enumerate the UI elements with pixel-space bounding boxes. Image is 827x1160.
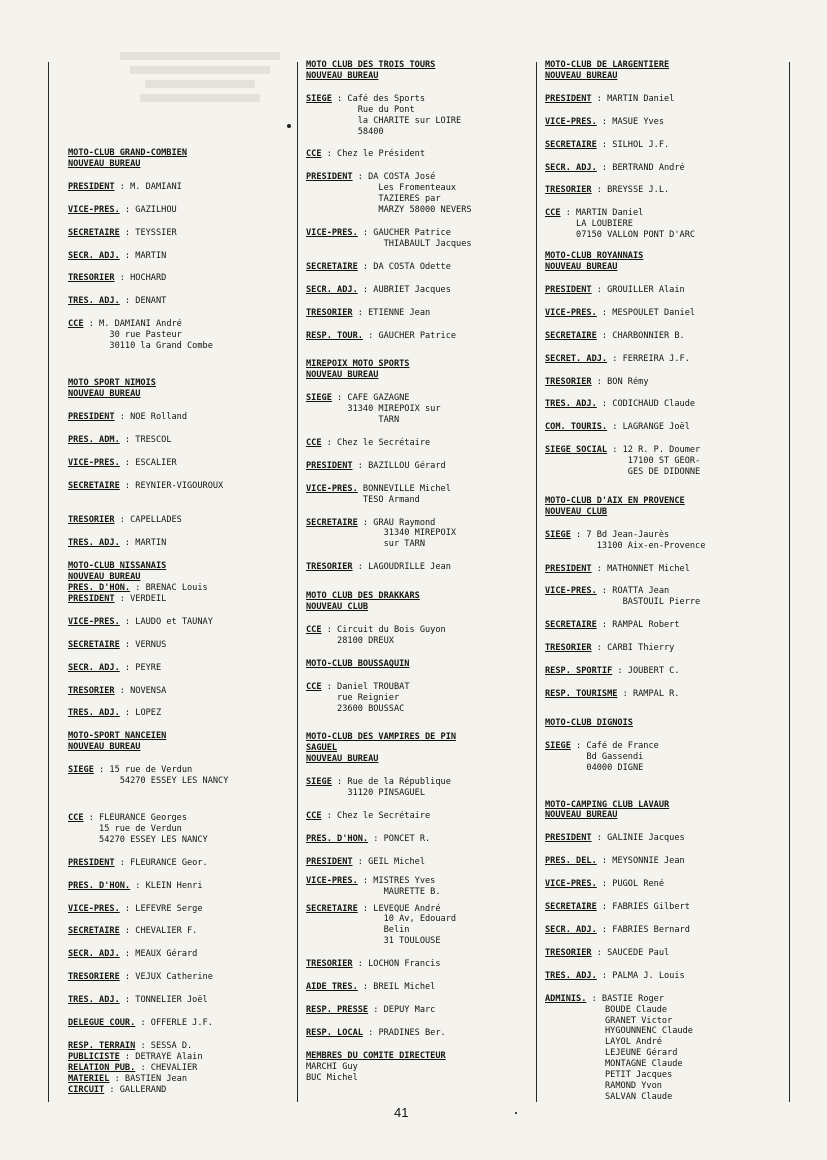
entry-tourisme: RESP. TOURISME : RAMPAL R.: [545, 689, 680, 699]
address-line: 13100 Aix-en-Provence: [545, 540, 706, 551]
club-subtitle: NOUVEAU BUREAU: [68, 388, 141, 399]
club-title: MIREPOIX MOTO SPORTS: [306, 359, 410, 370]
entry-preshon: PRES. D'HON. : KLEIN Henri: [68, 880, 203, 891]
entry-tres: TRESORIER : SAUCEDE Paul: [545, 947, 670, 958]
entry-sec: SECRETAIRE : SILHOL J.F.: [545, 139, 670, 150]
entry-sportif: RESP. SPORTIF : JOUBERT C.: [545, 666, 680, 677]
entry-vice: VICE-PRES. : ROATTA Jean: [545, 586, 670, 597]
club-title: MOTO-CLUB ROYANNAIS: [545, 251, 644, 262]
entry-tres: TRESORIER : LOCHON Francis: [306, 959, 441, 970]
address-line: Belin: [306, 925, 410, 936]
administrator-name: SALVAN Claude: [605, 1091, 673, 1102]
club-subtitle: NOUVEAU BUREAU: [545, 70, 618, 81]
entry-tres: TRESORIERE : VEJUX Catherine: [68, 972, 213, 983]
middle-column-rule: [297, 62, 298, 1102]
page-number: 41: [394, 1105, 409, 1120]
address-line: 54270 ESSEY LES NANCY: [68, 834, 208, 845]
club-subtitle: NOUVEAU BUREAU: [68, 572, 141, 583]
entry-relation: RELATION PUB. : CHEVALIER: [68, 1062, 198, 1073]
entry-siege: SIEGE : CAFE GAZAGNE: [306, 393, 410, 404]
left-column-rule: [48, 62, 49, 1102]
club-title: MOTO SPORT NIMOIS: [68, 377, 156, 388]
entry-presadm: PRES. ADM. : TRESCOL: [68, 434, 172, 445]
entry-president: PRESIDENT : MATHONNET Michel: [545, 563, 690, 574]
committee-member: MARCHI Guy: [306, 1061, 358, 1072]
column-middle: [306, 60, 528, 1083]
entry-cce: CCE : Chez le Secrétaire: [306, 437, 431, 448]
entry-president: PRESIDENT : GALINIE Jacques: [545, 833, 685, 844]
club-subtitle: NOUVEAU BUREAU: [306, 70, 379, 81]
entry-sec: SECRETAIRE : DA COSTA Odette: [306, 261, 451, 272]
entry-cce: CCE : Chez le Président: [306, 149, 426, 160]
address-line: 23600 BOUSSAC: [306, 703, 405, 714]
entry-tresadj: TRES. ADJ. : MARTIN: [68, 538, 167, 549]
address-line: 31120 PINSAGUEL: [306, 788, 425, 799]
entry-president: PRESIDENT : MARTIN Daniel: [545, 93, 675, 104]
address-line: 31340 MIREPOIX sur: [306, 404, 441, 415]
address-line: Rue du Pont: [306, 104, 415, 115]
entry-presse: RESP. PRESSE : DEPUY Marc: [306, 1004, 436, 1015]
entry-delegue: DELEGUE COUR. : OFFERLE J.F.: [68, 1018, 213, 1029]
club-subtitle: NOUVEAU BUREAU: [68, 158, 141, 169]
entry-aide: AIDE TRES. : BREIL Michel: [306, 982, 436, 993]
administrator-name: GRANET Victor: [605, 1015, 673, 1026]
entry-siege: SIEGE SOCIAL : 12 R. P. Doumer: [545, 445, 701, 456]
address-line: Bd Gassendi: [545, 751, 644, 762]
entry-president: PRESIDENT : BAZILLOU Gérard: [306, 460, 446, 471]
entry-sec: SECRETAIRE : FABRIES Gilbert: [545, 902, 690, 913]
administrator-name: HYGOUNNENC Claude: [605, 1026, 693, 1037]
entry-tres: TRESORIER : BREYSSE J.L.: [545, 185, 670, 196]
committee-heading: MEMBRES DU COMITE DIRECTEUR: [306, 1050, 446, 1061]
entry-president: PRESIDENT : DA COSTA José: [306, 172, 436, 183]
entry-local: RESP. LOCAL : PRADINES Ber.: [306, 1027, 446, 1038]
address-line: GES DE DIDONNE: [545, 467, 701, 478]
entry-vice: VICE-PRES. : GAZILHOU: [68, 204, 177, 215]
administrator-name: RAMOND Yvon: [605, 1080, 662, 1091]
entry-presdel: PRES. DEL. : MEYSONNIE Jean: [545, 856, 685, 867]
entry-cce: CCE : MARTIN Daniel: [545, 208, 644, 219]
entry-tres: TRESORIER : CAPELLADES: [68, 515, 182, 526]
address-line: Les Fromenteaux: [306, 183, 457, 194]
address-line: TAZIERES par: [306, 194, 441, 205]
entry-tres: TRESORIER : CARBI Thierry: [545, 643, 675, 654]
club-subtitle: NOUVEAU BUREAU: [306, 754, 379, 765]
club-title: MOTO-CLUB D'AIX EN PROVENCE: [545, 495, 685, 506]
right-edge-rule: [789, 62, 790, 1102]
entry-vice: VICE-PRES. : MASUE Yves: [545, 116, 665, 127]
club-subtitle: NOUVEAU CLUB: [306, 602, 369, 613]
entry-sec: SECRETAIRE : TEYSSIER: [68, 227, 177, 238]
entry-vice: VICE-PRES. : MISTRES Yves: [306, 875, 436, 886]
club-title: MOTO-CLUB DIGNOIS: [545, 717, 633, 728]
club-title: MOTO CLUB DES DRAKKARS: [306, 591, 420, 602]
entry-tour: RESP. TOUR. : GAUCHER Patrice: [306, 330, 457, 341]
entry-secadj: SECR. ADJ. : PEYRE: [68, 662, 162, 673]
club-subtitle: NOUVEAU BUREAU: [68, 742, 141, 753]
entry-secadj: SECR. ADJ. : AUBRIET Jacques: [306, 284, 451, 295]
administrator-name: MONTAGNE Claude: [605, 1059, 683, 1070]
club-title: MOTO CLUB DES TROIS TOURS: [306, 60, 436, 70]
club-subtitle: NOUVEAU BUREAU: [545, 261, 618, 272]
entry-tres: TRESORIER : HOCHARD: [68, 273, 167, 284]
entry-president: PRESIDENT : M. DAMIANI: [68, 181, 182, 192]
entry-president: PRESIDENT : FLEURANCE Geor.: [68, 857, 208, 868]
address-line: 54270 ESSEY LES NANCY: [68, 776, 229, 787]
entry-publiciste: PUBLICISTE : DETRAYE Alain: [68, 1051, 203, 1062]
entry-sec: SECRETAIRE : RAMPAL Robert: [545, 620, 680, 631]
name-line: THIABAULT Jacques: [306, 238, 472, 249]
entry-sec: SECRETAIRE : CHEVALIER F.: [68, 926, 198, 937]
entry-sec: SECRETAIRE : LEVEQUE André: [306, 903, 441, 914]
entry-sec: SECRETAIRE : GRAU Raymond: [306, 517, 436, 528]
entry-preshon: PRES. D'HON. : PONCET R.: [306, 833, 431, 844]
ink-speck: [515, 1112, 517, 1114]
entry-siege: SIEGE : 15 rue de Verdun: [68, 765, 193, 776]
name-line: BASTOUIL Pierre: [545, 597, 701, 608]
address-line: 30110 la Grand Combe: [68, 341, 213, 352]
entry-vice: VICE-PRES. : MESPOULET Daniel: [545, 307, 696, 318]
club-title: MOTO-CLUB NISSANAIS: [68, 561, 167, 572]
entry-secadj: SECR. ADJ. : BERTRAND André: [545, 162, 685, 173]
entry-siege: SIEGE : Café de France: [545, 740, 659, 751]
club-title: MOTO-SPORT NANCEIEN: [68, 731, 167, 742]
entry-tres: TRESORIER : ETIENNE Jean: [306, 307, 431, 318]
club-title: MOTO-CLUB DES VAMPIRES DE PIN: [306, 732, 457, 743]
entry-tresadj: TRES. ADJ. : TONNELIER Joël: [68, 995, 208, 1006]
address-line: 31 TOULOUSE: [306, 936, 441, 947]
entry-sec: SECRETAIRE : REYNIER-VIGOUROUX: [68, 480, 224, 491]
right-column-rule: [536, 62, 537, 1102]
bleed-through-shadow: [120, 52, 280, 108]
entry-adminis: ADMINIS. : BASTIE Roger: [545, 993, 665, 1004]
entry-cce: CCE : FLEURANCE Georges: [68, 813, 188, 823]
ink-dot: [287, 124, 291, 128]
address-line: TARN: [306, 415, 400, 426]
entry-tresadj: TRES. ADJ. : DENANT: [68, 296, 167, 307]
name-line: TESO Armand: [306, 494, 420, 505]
address-line: la CHARITE sur LOIRE: [306, 115, 462, 126]
entry-circuit: CIRCUIT : GALLERAND: [68, 1084, 167, 1095]
entry-secadj: SECR. ADJ. : MEAUX Gérard: [68, 949, 198, 960]
address-line: sur TARN: [306, 539, 425, 550]
address-line: 10 Av, Edouard: [306, 914, 457, 925]
club-title: MOTO-CLUB DE LARGENTIERE: [545, 60, 670, 70]
entry-vice: VICE-PRES. : LEFEVRE Serge: [68, 903, 203, 914]
name-line: MAURETTE B.: [306, 886, 441, 897]
entry-siege: SIEGE : Café des Sports: [306, 93, 426, 104]
entry-sec: SECRETAIRE : CHARBONNIER B.: [545, 330, 685, 341]
address-line: LA LOUBIERE: [545, 219, 633, 230]
entry-tour: COM. TOURIS. : LAGRANGE Joël: [545, 422, 690, 433]
committee-member: BUC Michel: [306, 1072, 358, 1083]
administrator-name: PETIT Jacques: [605, 1070, 673, 1081]
entry-secret-adj: SECRET. ADJ. : FERREIRA J.F.: [545, 353, 690, 364]
club-title: MOTO-CAMPING CLUB LAVAUR: [545, 799, 670, 810]
address-line: 07150 VALLON PONT D'ARC: [545, 230, 696, 241]
entry-preshon: PRES. D'HON. : BRENAC Louis: [68, 583, 208, 594]
address-line: rue Reignier: [306, 692, 400, 703]
entry-tresadj: TRES. ADJ. : PALMA J. Louis: [545, 970, 685, 981]
entry-vice: VICE-PRES. : LAUDO et TAUNAY: [68, 616, 213, 627]
entry-materiel: MATERIEL : BASTIEN Jean: [68, 1073, 188, 1084]
address-line: 28100 DREUX: [306, 635, 394, 646]
club-title-cont: SAGUEL: [306, 743, 338, 754]
column-right: [545, 60, 781, 1103]
administrator-name: LEJEUNE Gérard: [605, 1048, 678, 1059]
entry-tres: TRESORIER : NOVENSA: [68, 685, 167, 696]
address-line: 58400: [306, 126, 384, 137]
entry-president: PRESIDENT : GROUILLER Alain: [545, 284, 685, 295]
club-subtitle: NOUVEAU CLUB: [545, 506, 608, 517]
entry-cce: CCE : Daniel TROUBAT: [306, 681, 410, 692]
club-title: MOTO-CLUB GRAND-COMBIEN: [68, 148, 187, 158]
club-subtitle: NOUVEAU BUREAU: [306, 370, 379, 381]
club-subtitle: NOUVEAU BUREAU: [545, 810, 618, 821]
address-line: 15 rue de Verdun: [68, 823, 182, 834]
entry-siege: SIEGE : 7 Bd Jean-Jaurès: [545, 529, 670, 540]
entry-vice: VICE-PRES. : GAUCHER Patrice: [306, 227, 451, 238]
address-line: MARZY 58000 NEVERS: [306, 205, 472, 216]
address-line: 04000 DIGNE: [545, 762, 644, 773]
entry-cce: CCE : Circuit du Bois Guyon: [306, 625, 446, 635]
entry-cce: CCE : M. DAMIANI André: [68, 319, 182, 330]
entry-tres: TRESORIER : LAGOUDRILLE Jean: [306, 562, 451, 573]
entry-terrain: RESP. TERRAIN : SESSA D.: [68, 1040, 193, 1051]
address-line: 17100 ST GEOR-: [545, 456, 701, 467]
administrator-name: BOUDE Claude: [605, 1004, 668, 1015]
entry-vice: VICE-PRES. : PUGOL René: [545, 879, 665, 890]
administrators-list: [605, 1005, 781, 1103]
entry-tresadj: TRES. ADJ. : CODICHAUD Claude: [545, 399, 696, 410]
entry-vice: VICE-PRES. BONNEVILLE Michel: [306, 483, 451, 494]
entry-secadj: SECR. ADJ. : MARTIN: [68, 250, 167, 261]
administrator-name: LAYOL André: [605, 1037, 662, 1048]
entry-president: PRESIDENT : VERDEIL: [68, 593, 167, 604]
column-left: [68, 148, 286, 1096]
entry-tres: TRESORIER : BON Rémy: [545, 376, 649, 387]
entry-tresadj: TRES. ADJ. : LOPEZ: [68, 708, 162, 719]
entry-president: PRESIDENT : NOE Rolland: [68, 411, 188, 422]
club-title: MOTO-CLUB BOUSSAQUIN: [306, 658, 410, 669]
entry-sec: SECRETAIRE : VERNUS: [68, 639, 167, 650]
entry-vice: VICE-PRES. : ESCALIER: [68, 457, 177, 468]
entry-siege: SIEGE : Rue de la République: [306, 777, 451, 788]
entry-president: PRESIDENT : GEIL Michel: [306, 856, 426, 867]
entry-cce: CCE : Chez le Secrétaire: [306, 810, 431, 821]
address-line: 31340 MIREPOIX: [306, 528, 457, 539]
address-line: 30 rue Pasteur: [68, 330, 182, 341]
entry-secadj: SECR. ADJ. : FABRIES Bernard: [545, 924, 690, 935]
